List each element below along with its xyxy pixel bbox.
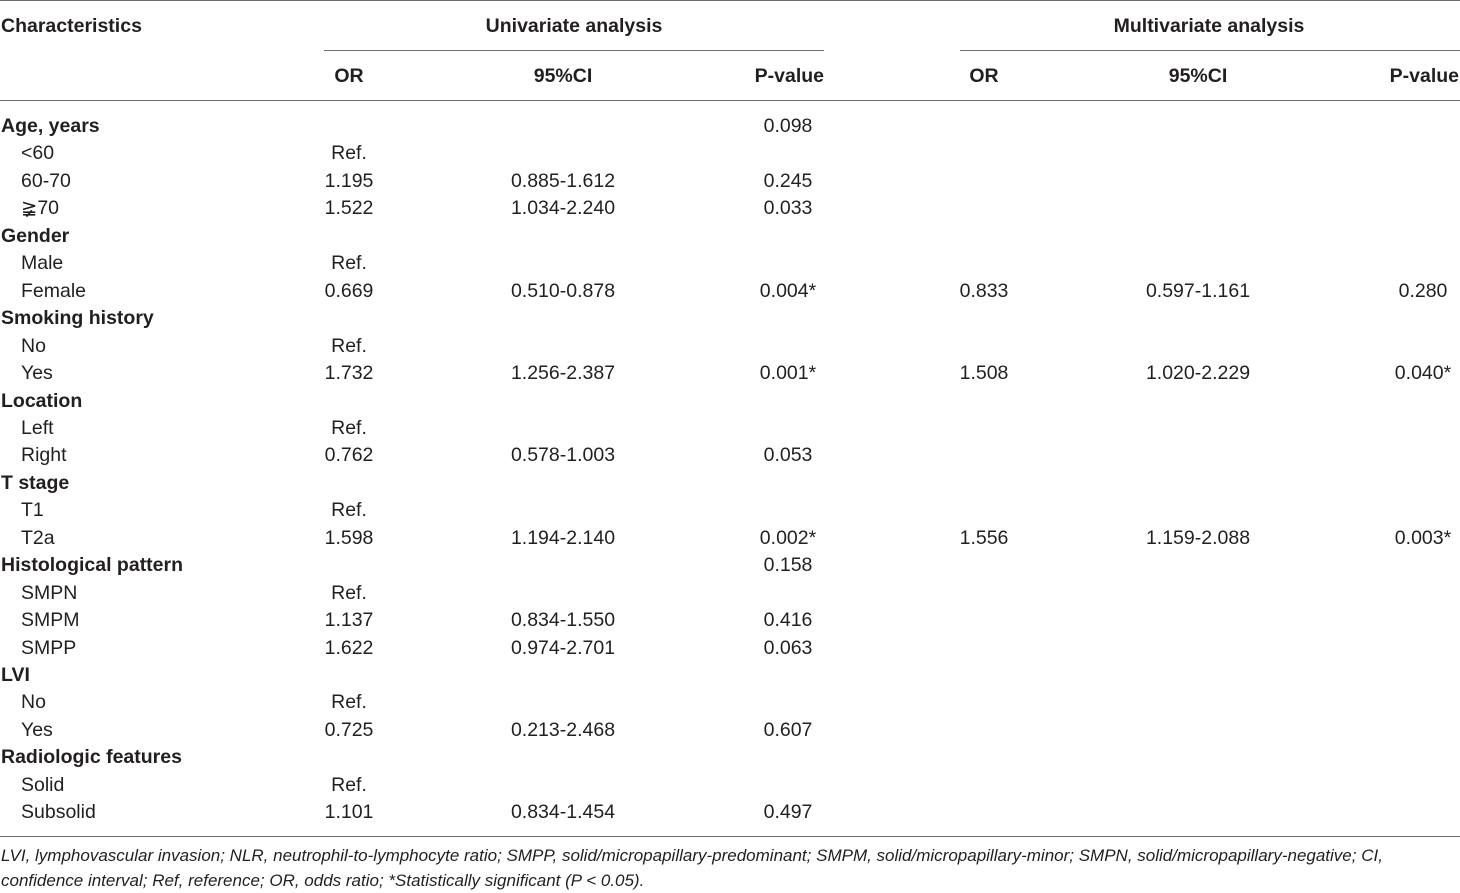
header-multivariate-or: OR [969,65,999,87]
subgroup-label: ≩70 [21,197,60,220]
univariate-ci-cell: 0.578-1.003 [510,444,616,467]
univariate-or-cell: 1.522 [324,197,374,220]
univariate-pvalue-cell: 0.416 [763,609,813,632]
univariate-or-cell: 0.762 [324,444,374,467]
univariate-or-cell: 1.732 [324,362,374,385]
subgroup-label: Female [21,279,87,302]
univariate-pvalue-cell: 0.063 [763,636,813,659]
univariate-ci-cell: 1.194-2.140 [510,526,616,549]
univariate-or-cell: 1.598 [324,526,374,549]
univariate-pvalue-cell: 0.497 [763,801,813,824]
category-label: Histological pattern [1,554,184,577]
header-multivariate-pvalue: P-value [1389,65,1459,87]
subgroup-label: No [21,691,46,714]
table-bottom-rule [0,836,1460,837]
header-characteristics: Characteristics [1,15,142,37]
category-label: Radiologic features [1,746,182,769]
multivariate-pvalue-cell: 0.040* [1394,362,1452,385]
univariate-or-cell: 1.137 [324,609,374,632]
multivariate-pvalue-cell: 0.003* [1394,526,1452,549]
univariate-or-cell: Ref. [331,581,367,604]
subgroup-label: Subsolid [21,801,96,824]
univariate-or-cell: Ref. [331,416,367,439]
univariate-pvalue-cell: 0.033 [763,197,813,220]
univariate-pvalue-cell: 0.001* [759,362,817,385]
univariate-pvalue-cell: 0.004* [759,279,817,302]
subgroup-label: T2a [21,526,55,549]
univariate-or-cell: 0.669 [324,279,374,302]
univariate-or-cell: 1.195 [324,169,374,192]
header-univariate-pvalue: P-value [754,65,824,87]
univariate-ci-cell: 0.834-1.454 [510,801,616,824]
multivariate-underline [960,50,1460,51]
univariate-ci-cell: 0.885-1.612 [510,169,616,192]
subgroup-label: Solid [21,773,65,796]
univariate-underline [324,50,824,51]
multivariate-ci-cell: 0.597-1.161 [1145,279,1251,302]
table-footnote: LVI, lymphovascular invasion; NLR, neutrophil-to-lymphocyte ratio; SMPP, solid/micropapillary-predominant; SMPM, solid/micropapillary-minor; SMPN, solid/micropapillary-negative; CI, confidence interval; Ref, reference; OR, odds ratio; *Statistically significant (P < 0.05). [1,846,1383,890]
header-multivariate-ci: 95%CI [1168,65,1228,87]
univariate-pvalue-cell: 0.098 [763,115,813,137]
header-univariate: Univariate analysis [485,15,663,37]
univariate-ci-cell: 0.834-1.550 [510,609,616,632]
univariate-pvalue-cell: 0.002* [759,526,817,549]
univariate-or-cell: 1.622 [324,636,374,659]
subgroup-label: Male [21,252,64,275]
header-multivariate: Multivariate analysis [1113,15,1305,37]
univariate-or-cell: 0.725 [324,718,374,741]
multivariate-ci-cell: 1.020-2.229 [1145,362,1251,385]
subgroup-label: Yes [21,718,53,741]
subgroup-label: Yes [21,362,53,385]
univariate-ci-cell: 0.974-2.701 [510,636,616,659]
multivariate-or-cell: 0.833 [959,279,1009,302]
univariate-or-cell: 1.101 [324,801,374,824]
subgroup-label: <60 [21,142,55,165]
category-label: Smoking history [1,307,154,330]
category-label: Age, years [1,115,100,137]
subgroup-label: SMPN [21,581,78,604]
univariate-or-cell: Ref. [331,499,367,522]
multivariate-or-cell: 1.508 [959,362,1009,385]
multivariate-pvalue-cell: 0.280 [1398,279,1448,302]
category-label: Gender [1,224,70,247]
category-label: Location [1,389,83,412]
univariate-or-cell: Ref. [331,142,367,165]
subgroup-label: SMPM [21,609,80,632]
multivariate-or-cell: 1.556 [959,526,1009,549]
category-label: T stage [1,471,70,494]
subgroup-label: No [21,334,46,357]
header-univariate-ci: 95%CI [533,65,593,87]
univariate-ci-cell: 0.213-2.468 [510,718,616,741]
subgroup-label: SMPP [21,636,77,659]
top-rule [0,0,1460,1]
univariate-or-cell: Ref. [331,691,367,714]
univariate-pvalue-cell: 0.158 [763,554,813,577]
univariate-ci-cell: 1.256-2.387 [510,362,616,385]
univariate-ci-cell: 0.510-0.878 [510,279,616,302]
univariate-or-cell: Ref. [331,334,367,357]
category-label: LVI [1,664,30,686]
subgroup-label: Right [21,444,67,467]
subgroup-label: Left [21,416,54,439]
univariate-pvalue-cell: 0.245 [763,169,813,192]
subgroup-label: T1 [21,499,44,522]
header-bottom-rule [0,100,1460,101]
univariate-ci-cell: 1.034-2.240 [510,197,616,220]
univariate-or-cell: Ref. [331,773,367,796]
subgroup-label: 60-70 [21,169,71,192]
header-univariate-or: OR [334,65,364,87]
univariate-or-cell: Ref. [331,252,367,275]
univariate-pvalue-cell: 0.053 [763,444,813,467]
multivariate-ci-cell: 1.159-2.088 [1145,526,1251,549]
univariate-pvalue-cell: 0.607 [763,718,813,741]
